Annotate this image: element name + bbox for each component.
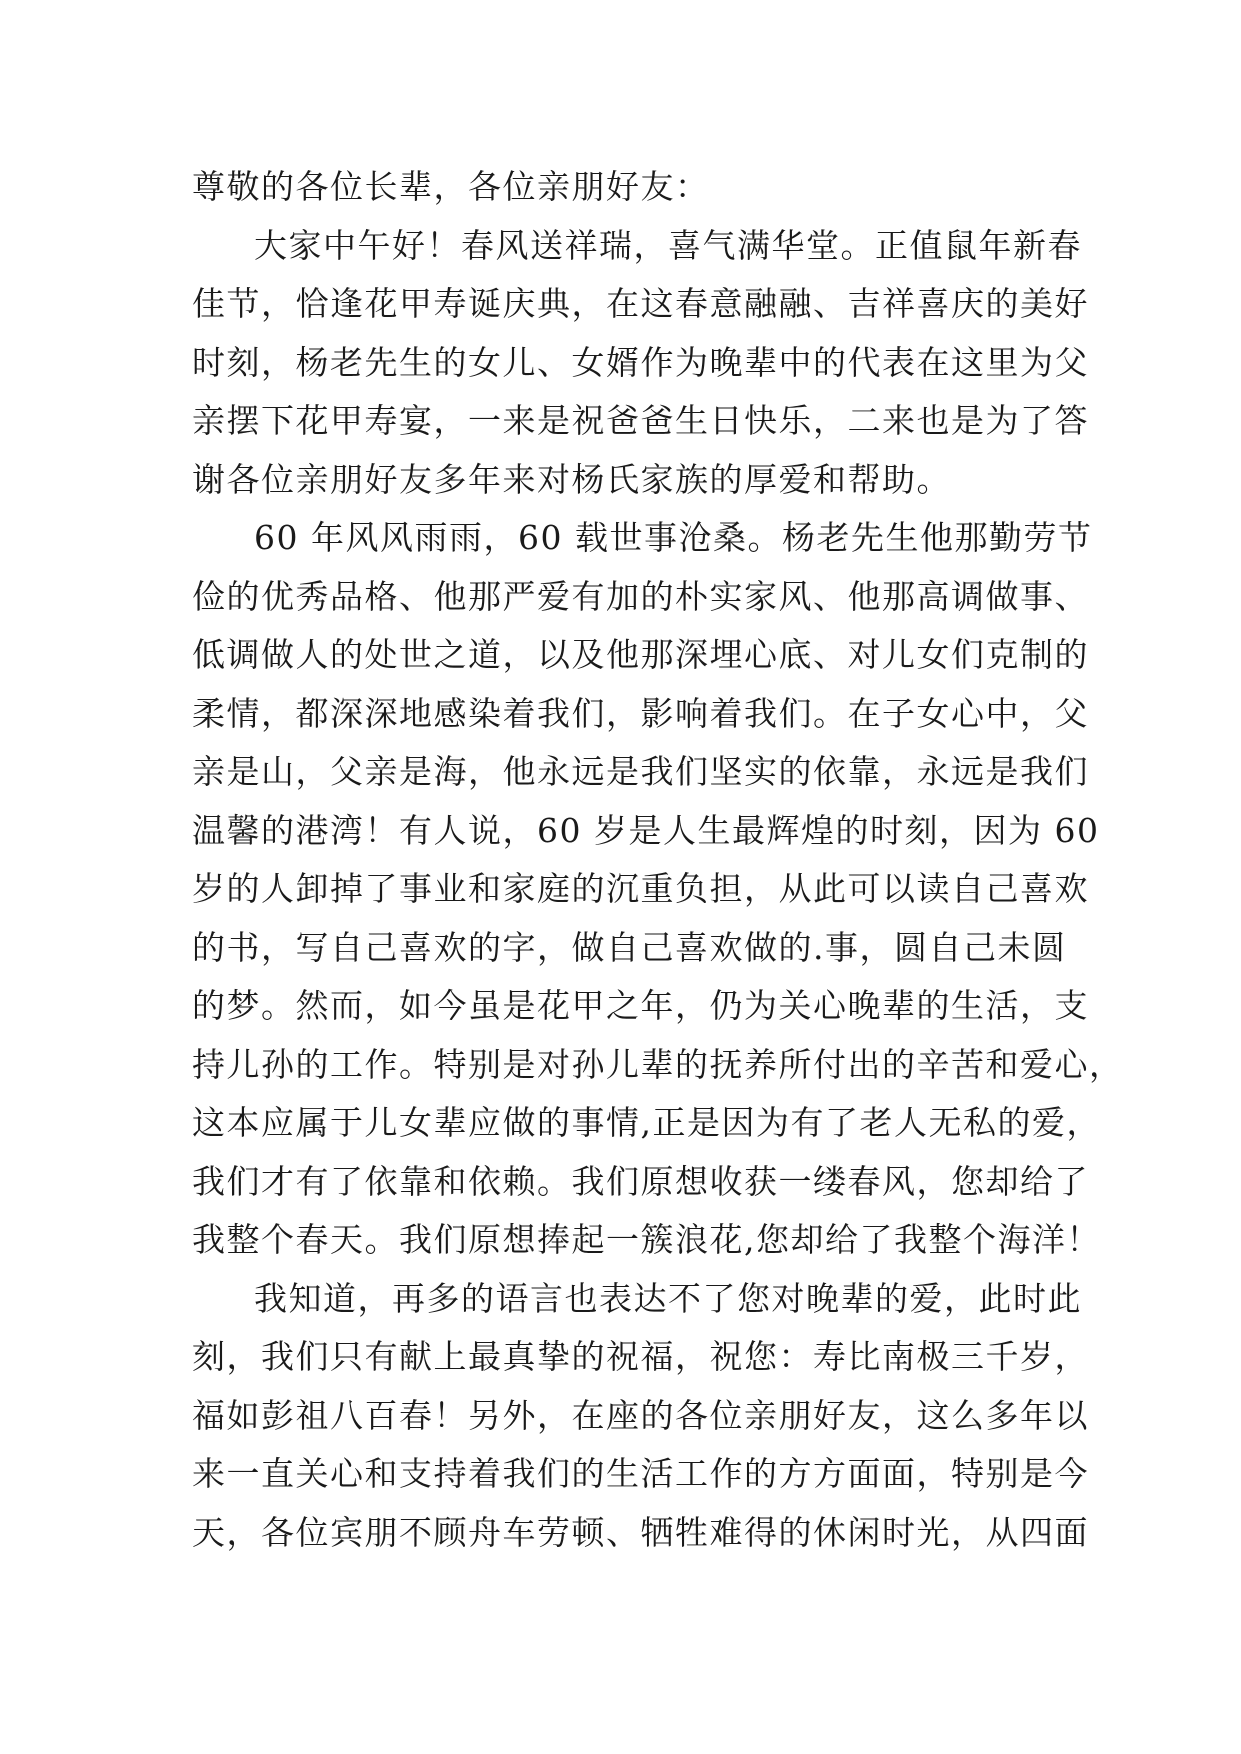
text-line: 低调做人的处世之道，以及他那深埋心底、对儿女们克制的: [192, 635, 1089, 674]
text-line: 佳节，恰逢花甲寿诞庆典，在这春意融融、吉祥喜庆的美好: [192, 284, 1089, 323]
text-line: 俭的优秀品格、他那严爱有加的朴实家风、他那高调做事、: [192, 576, 1089, 616]
text-line: 岁的人卸掉了事业和家庭的沉重负担，从此可以读自己喜欢: [192, 869, 1089, 908]
text-line: 这本应属于儿女辈应做的事情,正是因为有了老人无私的爱，: [192, 1103, 1101, 1142]
text-line: 我知道，再多的语言也表达不了您对晚辈的爱，此时此: [254, 1278, 1082, 1318]
text-line: 时刻，杨老先生的女儿、女婿作为晚辈中的代表在这里为父: [192, 342, 1089, 382]
text-line: 的书，写自己喜欢的字，做自己喜欢做的.事，圆自己未圆: [192, 927, 1067, 967]
text-line: 持儿孙的工作。特别是对孙儿辈的抚养所付出的辛苦和爱心，: [192, 1044, 1124, 1084]
text-line: 亲是山，父亲是海，他永远是我们坚实的依靠，永远是我们: [192, 752, 1089, 791]
text-line: 温馨的港湾！有人说，60 岁是人生最辉煌的时刻，因为 60: [192, 810, 1100, 850]
text-line: 刻，我们只有献上最真挚的祝福，祝您：寿比南极三千岁，: [192, 1337, 1089, 1376]
text-line: 天，各位宾朋不顾舟车劳顿、牺牲难得的休闲时光，从四面: [192, 1512, 1089, 1552]
text-line: 60 年风风雨雨，60 载世事沧桑。杨老先生他那勤劳节: [254, 518, 1093, 557]
text-line: 大家中午好！春风送祥瑞，喜气满华堂。正值鼠年新春: [254, 225, 1082, 265]
text-line: 谢各位亲朋好友多年来对杨氏家族的厚爱和帮助。: [192, 459, 951, 499]
text-line: 柔情，都深深地感染着我们，影响着我们。在子女心中，父: [192, 693, 1089, 733]
text-line: 福如彭祖八百春！另外，在座的各位亲朋好友，这么多年以: [192, 1395, 1089, 1435]
text-line: 的梦。然而，如今虽是花甲之年，仍为关心晚辈的生活，支: [192, 986, 1089, 1025]
speech-text: [192, 158, 1124, 1562]
text-line: 尊敬的各位长辈，各位亲朋好友：: [192, 167, 710, 206]
text-line: 我们才有了依靠和依赖。我们原想收获一缕春风，您却给了: [192, 1161, 1089, 1201]
text-line: 来一直关心和支持着我们的生活工作的方方面面，特别是今: [192, 1454, 1089, 1493]
text-line: 亲摆下花甲寿宴，一来是祝爸爸生日快乐，二来也是为了答: [192, 401, 1089, 440]
text-line: 我整个春天。我们原想捧起一簇浪花,您却给了我整个海洋！: [192, 1220, 1101, 1259]
